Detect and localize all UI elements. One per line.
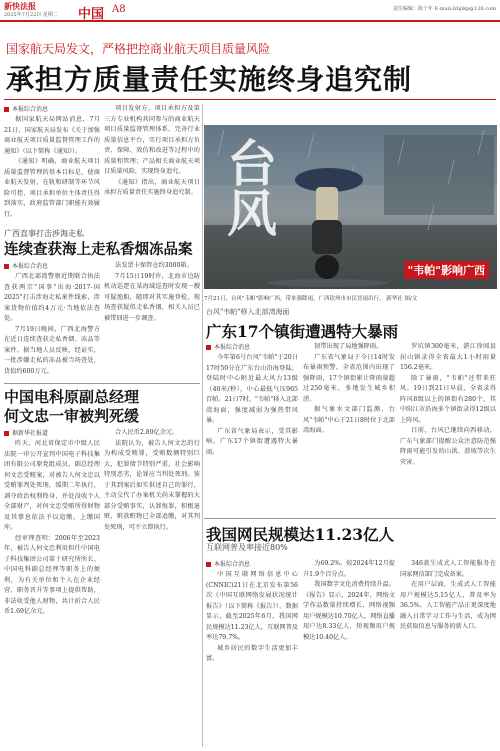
bullet-icon [206, 562, 211, 567]
typhoon-source: 本报综合消息 [206, 342, 250, 351]
story2-kicker: 广西直事打击涉海走私 [4, 229, 84, 238]
headline-rule [4, 99, 496, 100]
internet-source: 本报综合消息 [206, 559, 250, 568]
photo-big-text: 台风 [219, 137, 278, 237]
typhoon-column-2: 韧带出现了局地强降雨。 广东省气象局于今日14时发布暴雨预警，全省范围内出现了强降雨，17个镇街累计降雨量超过250毫米，多地发生城乡积涝。 据气象水文部门监测，台风"韦帕"中心于21日8时位于北部湾海面。 [303, 343, 395, 434]
lead-subtitle: 国家航天局发文，严格把控商业航天项目质量风险 [6, 42, 271, 56]
column-rule [202, 104, 203, 747]
internet-headline: 我国网民规模达11.23亿人 [206, 525, 395, 544]
story3-headline-line2: 何文忠一审被判死缓 [4, 407, 140, 425]
story2-column-1: 广西北部湾警察近期联合执法查获两宗"国事"出海·2017-国2025"打击涉海走私案件线索，涉案货物价值约4万元·当地依法查处。 7月19日晚间，广西北海警方在近日连续查获走私香烟、冻品等案件，据当地人员反映，经证实，一批涉嫌走私的冻品被当场查处，货值约600万元。 [4, 273, 100, 375]
divider [4, 383, 200, 384]
section-name: 中国 [78, 7, 105, 22]
story2-headline: 连续查获海上走私香烟冻品案 [4, 241, 193, 258]
lead-source: 本报综合消息 [4, 104, 48, 113]
bullet-icon [4, 107, 9, 112]
photo-banner: "韦帕"影响广西 [404, 261, 489, 279]
editor-info: 责任编辑：陈十年 E-mail:lzbjikp@126.com [392, 6, 496, 12]
typhoon-headline: 广东17个镇街遭遇特大暴雨 [206, 322, 399, 341]
typhoon-kicker: 台风"韦帕"移入北部湾海面 [206, 308, 290, 316]
story2-source: 本报综合消息 [4, 261, 48, 270]
internet-column-1: 中国互联网络信息中心(CNNIC)21日在北京发布第56次《中国互联网络发展状况统计报告》（以下简称《报告》）。数据显示，截至2025年6月，我国网民规模达11.23亿人，互联网普及率达79.7%。 城乡居民的数字生活更加丰富。 [206, 571, 298, 662]
internet-column-3: 346款生成式人工智能服务在国家网信部门完成备案。 在用户层面，生成式人工智能用户规模达5.15亿人，普及率为36.5%，人工智能产品正更深度地融入日常学习工作与生活，成为网民获取信息与服务的新入口。 [400, 560, 496, 630]
lead-column-2: 项目发射方、项目承担方及第三方专业机构共同参与的商业航天项目质量监督管理体系，完善行业质量信息平台，实行项目承担方负责、保障、效仿和改进等过程中的质量和管理；产品相关商业航天项目质量风险，实现终身追究。 《通知》指出，商业航天项目承担方质量责任实施终身追究制。 [104, 105, 200, 196]
newspaper-logo: 新快法报 [4, 1, 36, 11]
page-number: A8 [112, 4, 126, 15]
typhoon-column-1: 今年第6号台风"韦帕"于20日17时50分在广东台山沿海登陆，登陆时中心附近最大风力13级（40米/秒），中心最低气压965百帕。21日7时，"韦帕"移入北部湾海面，强度减弱为强热带风暴。 广东省气象局表示，受其影响，广东17个镇街遭遇特大暴雨。 [206, 354, 298, 456]
story3-headline-line1: 中国电科原副总经理 [4, 388, 140, 406]
bullet-icon [4, 431, 9, 436]
story3-column-1: 昨天，河北省保定市中级人民法院一审公开宣判中国电子科技集团有限公司原党组成员、副总经理何文忠受贿案，对被告人何文忠以受贿罪判处死刑，缓期二年执行，剥夺政治权利终身，并处没收个人全部财产，对何文忠受贿所得财物及其孳息依法予以追缴，上缴国库。 经审理查明：2006年至2023年，被告人何文忠利用担任中国电子科技集团公司第十研究所所长、中国电科副总经理等职务上的便利，为有关单位和个人在企业经营、职务晋升等事项上提供帮助，非法收受他人财物，共计折合人民币1.69亿余元。 [4, 440, 100, 615]
internet-column-2: 为69.2%。较2024年12月提升1.9个百分点。 我国数字文化消费持续升温。《报告》显示，2024年，网络文学作品数量持续增长，网络视频用户规模达10.70亿人，网络直播用户达8.33亿人，短视频用户规模达10.40亿人。 [303, 560, 395, 641]
story3-column-2: 合人民币2.89亿余元。 法院认为，被告人何文忠的行为构成受贿罪，受贿数额特别巨大，犯罪情节特别严重，社会影响特别恶劣，论罪应当判处死刑。鉴于其到案后如实供述自己的罪行，主动交代了办案机关尚未掌握的大部分受贿事实，认罪悔罪，积极退赃，赃款赃物已全部追缴，对其判处死刑，可不立即执行。 [104, 429, 200, 531]
divider [204, 518, 496, 519]
internet-subtitle: 互联网普及率接近80% [206, 543, 288, 552]
story2-column-2: 法发票卡保管仓约3000箱。 7月15日19时许，北海市边防机动巡逻在某海域巡查时发现一艘可疑渔船，随即对其实施登检，现场查获疑似走私香烟，相关人员已被带回进一步调查。 [104, 262, 200, 322]
page-header [0, 0, 500, 22]
photo-caption: 7月21日，台风"韦帕"影响广西，带来强降雨，广西钦州市市民冒雨出行。 新华社 图/文 [204, 296, 418, 302]
lead-column-1: 据国家航天局网站消息，7月21日，国家航天局发布《关于加强商业航天项目质量监督管理工作的通知》（以下简称《通知》）。 《通知》明确，商业航天项目质量监督管理的基本目标是，使商业航天发射、在轨和研制等环节风险可控，项目承担单位主体责任得到落实，政府监管部门职能有效履行。 [4, 116, 100, 218]
story3-source: 据新华社报道 [4, 428, 48, 437]
lead-headline: 承担方质量责任实施终身追究制 [6, 63, 413, 96]
typhoon-photo [204, 125, 497, 289]
bullet-icon [4, 264, 9, 269]
typhoon-column-3: 罗坑镇300毫米，湛江徐闻县屈山镇录得全省最大1小时雨量156.2毫米。 除了暴雨，"韦帕"还带来狂风。19日到21日早晨，全省录得阵风8级以上的镇街有280个，其中阳江市沿海多个镇街录得12级以上阵风。 目前，台风已继续向西移动，广东气象部门提醒公众注意防范强降雨可能引发的山洪、滑坡等次生灾害。 [400, 343, 496, 466]
issue-date: 2025年7月22日 星期二 [4, 12, 58, 18]
bullet-icon [206, 345, 211, 350]
